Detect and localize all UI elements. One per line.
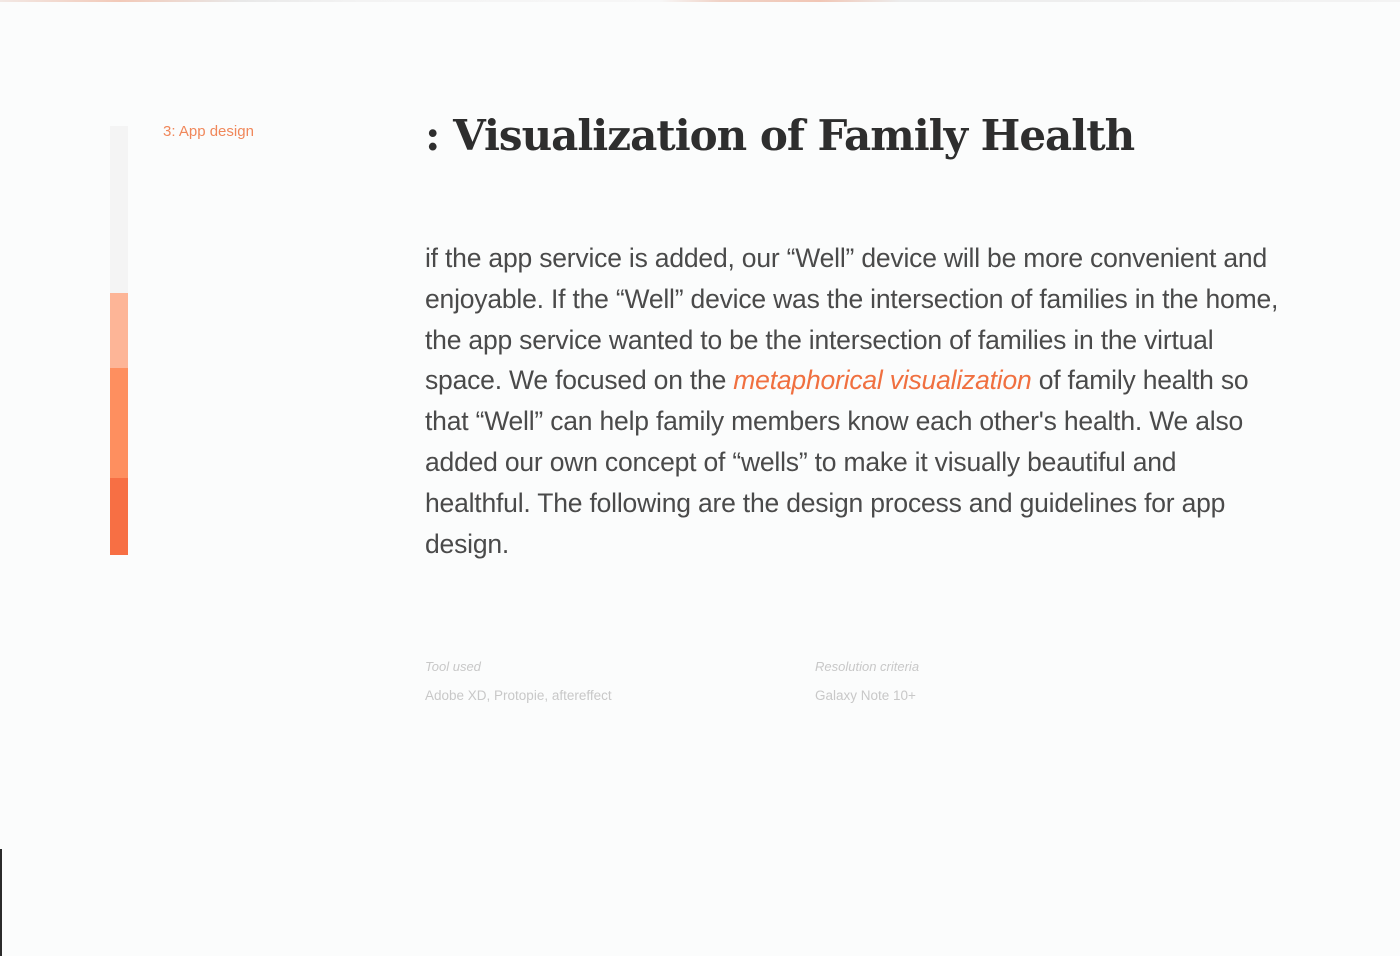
- body-paragraph: [425, 238, 1285, 564]
- tool-used-value: Adobe XD, Protopie, aftereffect: [425, 688, 612, 703]
- progress-segment-light: [110, 293, 128, 368]
- progress-segment-inactive: [110, 126, 128, 293]
- body-text-part-2: of family health so that “Well” can help family members know each other's health. We also added our own concept of “wells” to make it visually beautiful and healthful. The following are the design process and guidelines for app design.: [425, 365, 1249, 559]
- tool-used-block: [425, 658, 612, 705]
- section-progress-bar: [110, 126, 128, 555]
- top-divider: [0, 0, 1400, 2]
- page-title: : Visualization of Family Health: [425, 111, 1135, 160]
- left-edge-marker: [0, 849, 2, 956]
- tool-used-label: Tool used: [425, 659, 481, 674]
- section-label: 3: App design: [163, 123, 254, 140]
- progress-segment-medium: [110, 368, 128, 478]
- body-text-part-1: if the app service is added, our “Well” device will be more convenient and enjoyable. If the “Well” device was the intersection of families in the home, the app service wanted to be the intersection of families in the virtual space. We focused on the: [425, 243, 1279, 396]
- resolution-criteria-label: Resolution criteria: [815, 659, 920, 674]
- progress-segment-active: [110, 478, 128, 555]
- resolution-criteria-block: [815, 658, 919, 705]
- body-highlight: metaphorical visualization: [733, 365, 1032, 396]
- resolution-criteria-value: Galaxy Note 10+: [815, 688, 916, 703]
